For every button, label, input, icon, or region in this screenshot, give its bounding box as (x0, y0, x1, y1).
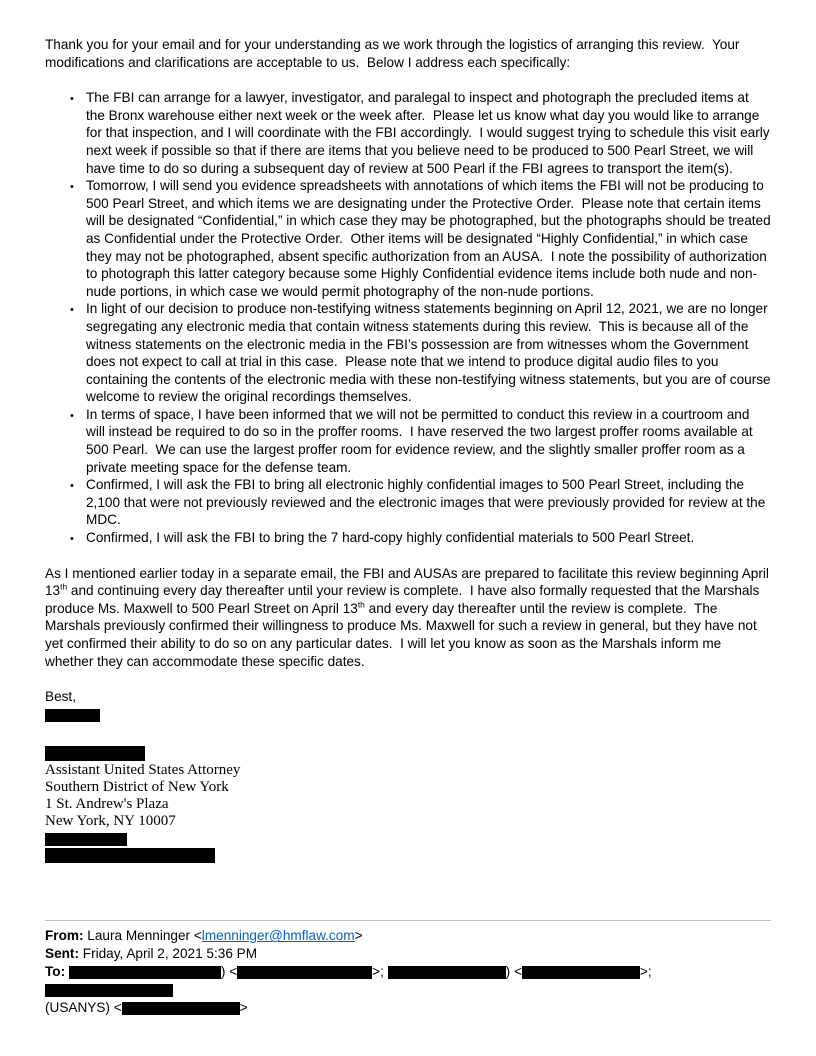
bullet-item: • Tomorrow, I will send you evidence spreadsheets with annotations of which items the FBI will not be producing to 500 Pearl Street, and which items we are designating under the Protective Order. Please note that certain items will be designated “Confidential,” in which case they may be photographed, but the photographs should be treated as Confidential under the Protective Order. Other items will be designated “Highly Confidential,” in which case they may not be photographed, absent specific authorization from an AUSA. I note the possibility of authorization to photograph this latter category because some Highly Confidential evidence items include both nude and non-nude portions, in which case we would permit photography of the non-nude portions. (45, 177, 771, 300)
quoted-message-divider (45, 920, 771, 921)
signoff: Best, (45, 689, 76, 705)
to-label: To: (45, 964, 66, 980)
bullet-list (45, 89, 775, 546)
bullet-item: • In terms of space, I have been informed that we will not be permitted to conduct this review in a courtroom and will instead be required to do so in the proffer rooms. I have reserved the two largest proffer rooms available at 500 Pearl. We can use the largest proffer room for evidence review, and the slightly smaller proffer room as a private meeting space for the defense team. (45, 406, 771, 476)
sent-line (45, 945, 771, 963)
redacted-recipient-5 (45, 984, 173, 997)
bullet-item: • The FBI can arrange for a lawyer, investigator, and paralegal to inspect and photograph the precluded items at the Bronx warehouse either next week or the week after. Please let us know what day you would like to arrange for that inspection, and I will coordinate with the FBI accordingly. I would suggest trying to schedule this visit early next week if possible so that if there are items that you believe need to be produced to 500 Pearl Street, we will have time to do so during a subsequent day of review at 500 Pearl if the FBI agrees to transport the item(s). (45, 89, 771, 177)
signature-office: Southern District of New York (45, 779, 229, 796)
redacted-recipient-6 (122, 1002, 240, 1015)
to-separator: >; (639, 964, 656, 980)
redacted-phone (45, 833, 127, 846)
from-close: > (354, 928, 363, 944)
to-end: > (239, 1000, 248, 1016)
spacer (45, 864, 771, 920)
sent-value: Friday, April 2, 2021 5:36 PM (78, 946, 258, 962)
sender-name: Laura Menninger < (83, 928, 202, 944)
to-separator: >; (372, 964, 388, 980)
redacted-recipient-4 (522, 966, 640, 979)
signature-email-line (45, 847, 771, 864)
signature-title: Assistant United States Attorney (45, 762, 241, 779)
intro-paragraph: Thank you for your email and for your understanding as we work through the logistics of arranging this review. Your modifications and clarifications are acceptable to us. Below I address each specifically: (45, 37, 744, 70)
signature-name-line (45, 745, 771, 762)
signature-phone-line (45, 830, 771, 847)
from-line (45, 927, 771, 945)
ordinal-suffix: th (357, 599, 365, 610)
spacer (45, 723, 771, 745)
redacted-recipient-2 (237, 966, 372, 979)
closing-paragraph (45, 565, 771, 671)
bullet-item: • In light of our decision to produce non-testifying witness statements beginning on April 12, 2021, we are no longer segregating any electronic media that contain witness statements during this review. This is because all of the witness statements on the electronic media in the FBI’s possession are from witnesses whom the Government does not expect to call at trial in this case. Please note that we intend to produce digital audio files to you containing the contents of the electronic media with these non-testifying witness statements, but you are of course welcome to review the original recordings themselves. (45, 300, 771, 406)
sender-email-link[interactable]: lmenninger@hmflaw.com (201, 928, 355, 944)
closing-text: and every day thereafter until the review is complete. The Marshals previously confirmed their willingness to produce Ms. Maxwell for such a review in general, but they have not yet confirmed their ability to do so on any particular dates. I will let you know as soon as the Marshals inform me whether they can accommodate these specific dates. (45, 600, 761, 669)
to-separator: ) < (505, 964, 522, 980)
from-label: From: (45, 928, 84, 944)
signature-address-1: 1 St. Andrew's Plaza (45, 796, 169, 813)
bullet-item: • Confirmed, I will ask the FBI to bring all electronic highly confidential images to 500 Pearl Street, including the 2,100 that were not previously reviewed and the electronic images that were previously provided for review at the MDC. (45, 476, 771, 529)
redacted-recipient-3 (388, 966, 506, 979)
signature-address-2: New York, NY 10007 (45, 813, 176, 830)
to-separator: ) < (220, 964, 238, 980)
closing-text: and continuing every day thereafter until your review is complete. I have also formally requested that the Marshals produce Ms. Maxwell to 500 Pearl Street on April 13 (45, 583, 764, 616)
redacted-recipient-1 (69, 966, 221, 979)
to-wrap-prefix: (USANYS) < (45, 1000, 122, 1016)
ordinal-suffix: th (60, 581, 68, 592)
redacted-signoff-name (45, 709, 100, 722)
closing-text: As I mentioned earlier today in a separate email, the FBI and AUSAs are prepared to facilitate this review beginning April 13 (45, 565, 773, 599)
signoff-name-line (45, 706, 771, 724)
redacted-signature-name (45, 746, 145, 761)
bullet-item: • Confirmed, I will ask the FBI to bring the 7 hard-copy highly confidential materials to 500 Pearl Street. (45, 529, 771, 547)
redacted-email (45, 848, 215, 863)
to-line (45, 963, 771, 1017)
sent-label: Sent: (45, 946, 79, 962)
